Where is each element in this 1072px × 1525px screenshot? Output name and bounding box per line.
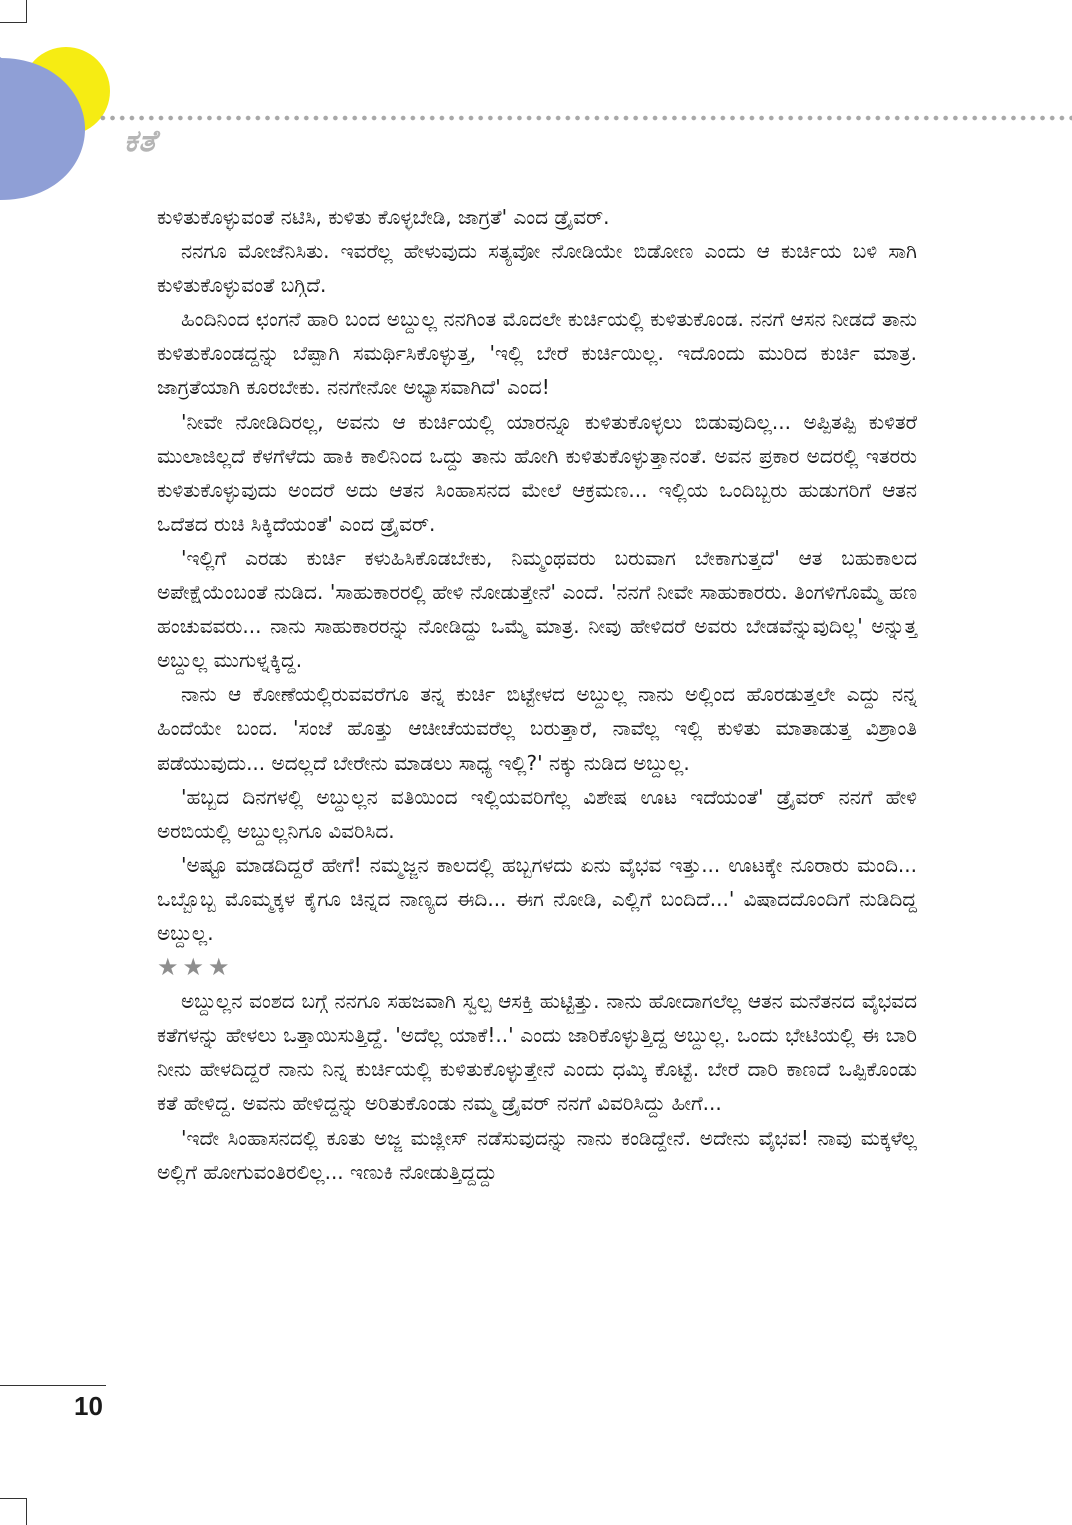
crop-mark-bottom (0, 1498, 27, 1525)
paragraph: 'ಇದೇ ಸಿಂಹಾಸನದಲ್ಲಿ ಕೂತು ಅಜ್ಜ ಮಜ್ಲೀಸ್ ನಡೆಸುವುದನ್ನು ನಾನು ಕಂಡಿದ್ದೇನೆ. ಅದೇನು ವೈಭವ! ನಾವು ಮಕ್ಕಳೆಲ್ಲ ಅಲ್ಲಿಗೆ ಹೋಗುವಂತಿರಲಿಲ್ಲ... ಇಣುಕಿ ನೋಡುತ್ತಿದ್ದದ್ದು (157, 1125, 917, 1184)
section-separator-stars: ★★★ (157, 953, 234, 982)
paragraph: 'ಅಷ್ಟೂ ಮಾಡದಿದ್ದರೆ ಹೇಗೆ! ನಮ್ಮಜ್ಜನ ಕಾಲದಲ್ಲಿ ಹಬ್ಬಗಳದು ಏನು ವೈಭವ ಇತ್ತು... ಊಟಕ್ಕೇ ನೂರಾರು ಮಂದಿ... ಒಬ್ಬೊಬ್ಬ ಮೊಮ್ಮಕ್ಕಳ ಕೈಗೂ ಚಿನ್ನದ ನಾಣ್ಯದ ಈದಿ... ಈಗ ನೋಡಿ, ಎಲ್ಲಿಗೆ ಬಂದಿದೆ...' ವಿಷಾದದೊಂದಿಗೆ ನುಡಿದಿದ್ದ ಅಬ್ದುಲ್ಲ. (157, 852, 917, 945)
paragraph: ನನಗೂ ಮೋಜೆನಿಸಿತು. ಇವರೆಲ್ಲ ಹೇಳುವುದು ಸತ್ಯವೋ ನೋಡಿಯೇ ಬಿಡೋಣ ಎಂದು ಆ ಕುರ್ಚಿಯ ಬಳಿ ಸಾಗಿ ಕುಳಿತುಕೊಳ್ಳುವಂತೆ ಬಗ್ಗಿದೆ. (157, 239, 917, 298)
paragraph: ಕುಳಿತುಕೊಳ್ಳುವಂತೆ ನಟಿಸಿ, ಕುಳಿತು ಕೊಳ್ಳಬೇಡಿ, ಜಾಗ್ರತೆ' ಎಂದ ಡ್ರೈವರ್. (157, 205, 610, 229)
page-number: 10 (74, 1391, 103, 1421)
paragraph: ಅಬ್ದುಲ್ಲನ ವಂಶದ ಬಗ್ಗೆ ನನಗೂ ಸಹಜವಾಗಿ ಸ್ವಲ್ಪ ಆಸಕ್ತಿ ಹುಟ್ಟಿತ್ತು. ನಾನು ಹೋದಾಗಲೆಲ್ಲ ಆತನ ಮನೆತನದ ವೈಭವದ ಕತೆಗಳನ್ನು ಹೇಳಲು ಒತ್ತಾಯಿಸುತ್ತಿದ್ದೆ. 'ಅದೆಲ್ಲ ಯಾಕೆ!..' ಎಂದು ಜಾರಿಕೊಳ್ಳುತ್ತಿದ್ದ ಅಬ್ದುಲ್ಲ. ಒಂದು ಭೇಟಿಯಲ್ಲಿ ಈ ಬಾರಿ ನೀನು ಹೇಳದಿದ್ದರೆ ನಾನು ನಿನ್ನ ಕುರ್ಚಿಯಲ್ಲಿ ಕುಳಿತುಕೊಳ್ಳುತ್ತೇನೆ ಎಂದು ಧಮ್ಕಿ ಕೊಟ್ಟೆ. ಬೇರೆ ದಾರಿ ಕಾಣದೆ ಒಪ್ಪಿಕೊಂಡು ಕತೆ ಹೇಳಿದ್ದ. ಅವನು ಹೇಳಿದ್ದನ್ನು ಅರಿತುಕೊಂಡು ನಮ್ಮ ಡ್ರೈವರ್ ನನಗೆ ವಿವರಿಸಿದ್ದು ಹೀಗೆ... (157, 989, 917, 1116)
paragraph: 'ಇಲ್ಲಿಗೆ ಎರಡು ಕುರ್ಚಿ ಕಳುಹಿಸಿಕೊಡಬೇಕು, ನಿಮ್ಮಂಥವರು ಬರುವಾಗ ಬೇಕಾಗುತ್ತದೆ' ಆತ ಬಹುಕಾಲದ ಅಪೇಕ್ಷೆಯೆಂಬಂತೆ ನುಡಿದ. 'ಸಾಹುಕಾರರಲ್ಲಿ ಹೇಳಿ ನೋಡುತ್ತೇನೆ' ಎಂದೆ. 'ನನಗೆ ನೀವೇ ಸಾಹುಕಾರರು. ತಿಂಗಳಿಗೊಮ್ಮೆ ಹಣ ಹಂಚುವವರು... ನಾನು ಸಾಹುಕಾರರನ್ನು ನೋಡಿದ್ದು ಒಮ್ಮೆ ಮಾತ್ರ. ನೀವು ಹೇಳಿದರೆ ಅವರು ಬೇಡವೆನ್ನುವುದಿಲ್ಲ' ಅನ್ನುತ್ತ ಅಬ್ದುಲ್ಲ ಮುಗುಳ್ನಕ್ಕಿದ್ದ. (157, 545, 917, 673)
dotted-rule (98, 114, 1072, 122)
article-body (157, 200, 917, 1189)
section-label: ಕತೆ (124, 124, 157, 159)
crop-mark-top (0, 0, 27, 23)
corner-decoration (0, 45, 120, 215)
paragraph: ನಾನು ಆ ಕೋಣೆಯಲ್ಲಿರುವವರೆಗೂ ತನ್ನ ಕುರ್ಚಿ ಬಿಟ್ಟೇಳದ ಅಬ್ದುಲ್ಲ ನಾನು ಅಲ್ಲಿಂದ ಹೊರಡುತ್ತಲೇ ಎದ್ದು ನನ್ನ ಹಿಂದೆಯೇ ಬಂದ. 'ಸಂಜೆ ಹೊತ್ತು ಆಚೀಚೆಯವರೆಲ್ಲ ಬರುತ್ತಾರೆ, ನಾವೆಲ್ಲ ಇಲ್ಲಿ ಕುಳಿತು ಮಾತಾಡುತ್ತ ವಿಶ್ರಾಂತಿ ಪಡೆಯುವುದು... ಅದಲ್ಲದೆ ಬೇರೇನು ಮಾಡಲು ಸಾಧ್ಯ ಇಲ್ಲಿ?' ನಕ್ಕು ನುಡಿದ ಅಬ್ದುಲ್ಲ. (157, 682, 917, 775)
paragraph: 'ನೀವೇ ನೋಡಿದಿರಲ್ಲ, ಅವನು ಆ ಕುರ್ಚಿಯಲ್ಲಿ ಯಾರನ್ನೂ ಕುಳಿತುಕೊಳ್ಳಲು ಬಿಡುವುದಿಲ್ಲ... ಅಪ್ಪಿತಪ್ಪಿ ಕುಳಿತರೆ ಮುಲಾಜಿಲ್ಲದೆ ಕೆಳಗೆಳೆದು ಹಾಕಿ ಕಾಲಿನಿಂದ ಒದ್ದು ತಾನು ಹೋಗಿ ಕುಳಿತುಕೊಳ್ಳುತ್ತಾನಂತೆ. ಅವನ ಪ್ರಕಾರ ಅದರಲ್ಲಿ ಇತರರು ಕುಳಿತುಕೊಳ್ಳುವುದು ಅಂದರೆ ಅದು ಆತನ ಸಿಂಹಾಸನದ ಮೇಲೆ ಆಕ್ರಮಣ... ಇಲ್ಲಿಯ ಒಂದಿಬ್ಬರು ಹುಡುಗರಿಗೆ ಆತನ ಒದೆತದ ರುಚಿ ಸಿಕ್ಕಿದೆಯಂತೆ' ಎಂದ ಡ್ರೈವರ್. (157, 409, 917, 536)
footer-rule (0, 1385, 106, 1386)
paragraph: ಹಿಂದಿನಿಂದ ಛಂಗನೆ ಹಾರಿ ಬಂದ ಅಬ್ದುಲ್ಲ ನನಗಿಂತ ಮೊದಲೇ ಕುರ್ಚಿಯಲ್ಲಿ ಕುಳಿತುಕೊಂಡ. ನನಗೆ ಆಸನ ನೀಡದೆ ತಾನು ಕುಳಿತುಕೊಂಡದ್ದನ್ನು ಬೆಪ್ಪಾಗಿ ಸಮರ್ಥಿಸಿಕೊಳ್ಳುತ್ತ, 'ಇಲ್ಲಿ ಬೇರೆ ಕುರ್ಚಿಯಿಲ್ಲ. ಇದೊಂದು ಮುರಿದ ಕುರ್ಚಿ ಮಾತ್ರ. ಜಾಗ್ರತೆಯಾಗಿ ಕೂರಬೇಕು. ನನಗೇನೋ ಅಭ್ಯಾಸವಾಗಿದೆ' ಎಂದ! (157, 307, 917, 400)
paragraph: 'ಹಬ್ಬದ ದಿನಗಳಲ್ಲಿ ಅಬ್ದುಲ್ಲನ ವತಿಯಿಂದ ಇಲ್ಲಿಯವರಿಗೆಲ್ಲ ವಿಶೇಷ ಊಟ ಇದೆಯಂತೆ' ಡ್ರೈವರ್ ನನಗೆ ಹೇಳಿ ಅರಬಿಯಲ್ಲಿ ಅಬ್ದುಲ್ಲನಿಗೂ ವಿವರಿಸಿದ. (157, 784, 917, 843)
